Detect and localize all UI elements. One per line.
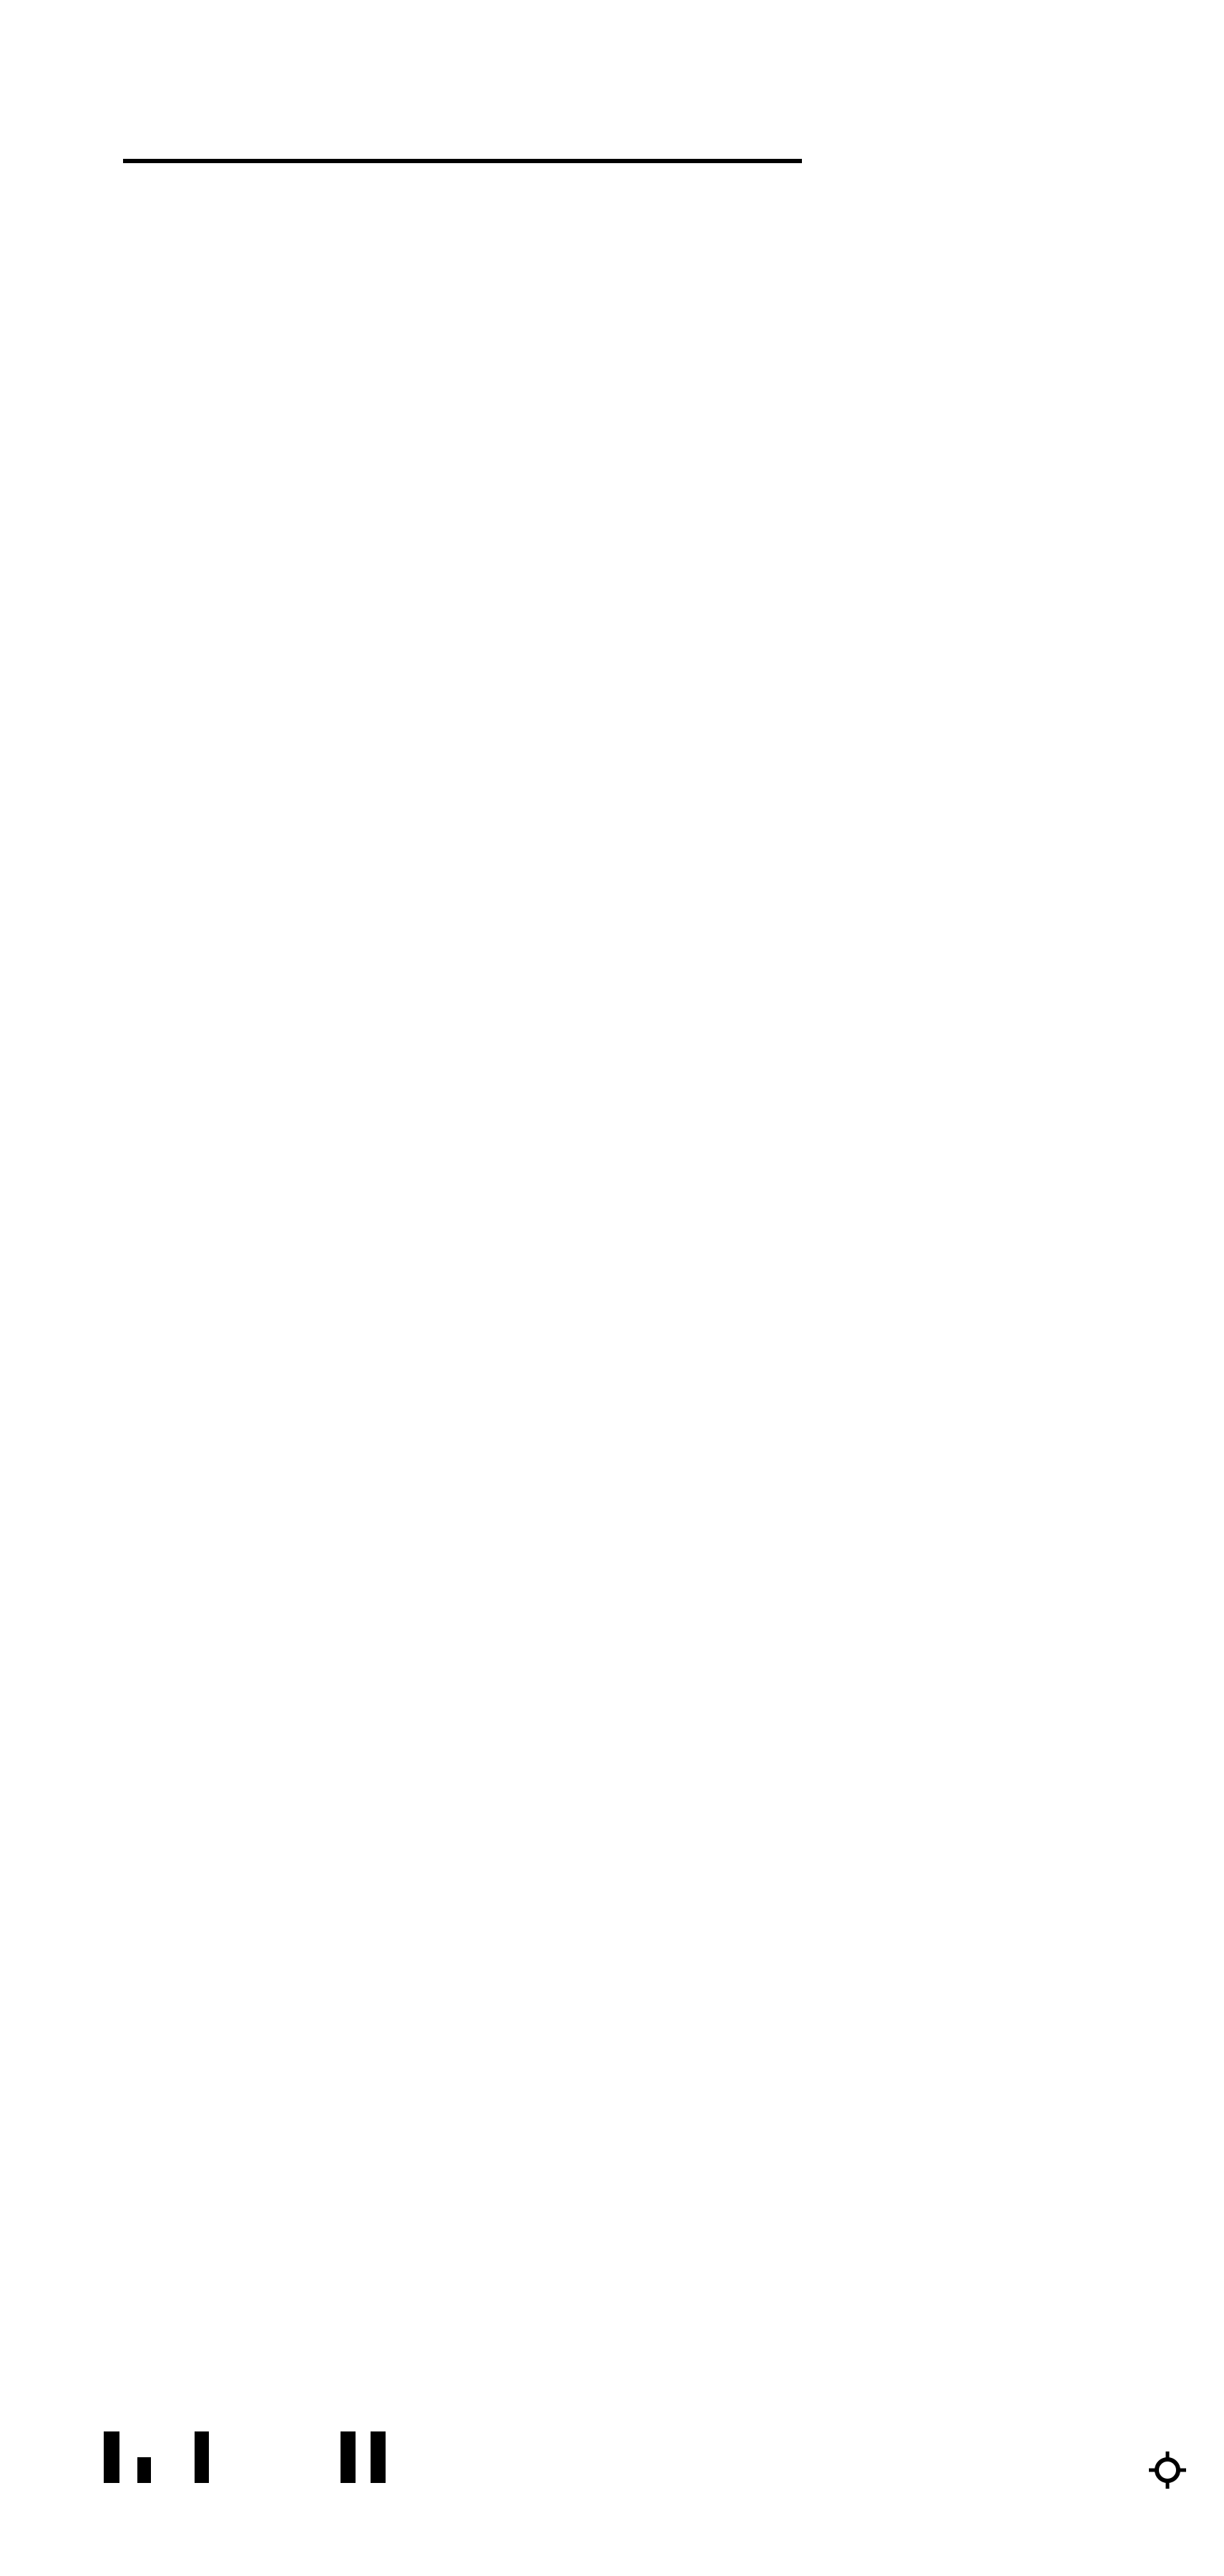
measures-column (468, 159, 802, 163)
timing-marks-top (39, 86, 1165, 140)
timing-marks-bottom (49, 2509, 1143, 2560)
contest-column (123, 159, 468, 163)
barcode-bar (104, 2431, 119, 2483)
barcode-bar (195, 2431, 209, 2483)
barcode-bar (137, 2457, 151, 2483)
alignment-target-icon (1147, 2450, 1188, 2490)
barcode-bar (371, 2431, 386, 2483)
barcode-bar (341, 2431, 356, 2483)
